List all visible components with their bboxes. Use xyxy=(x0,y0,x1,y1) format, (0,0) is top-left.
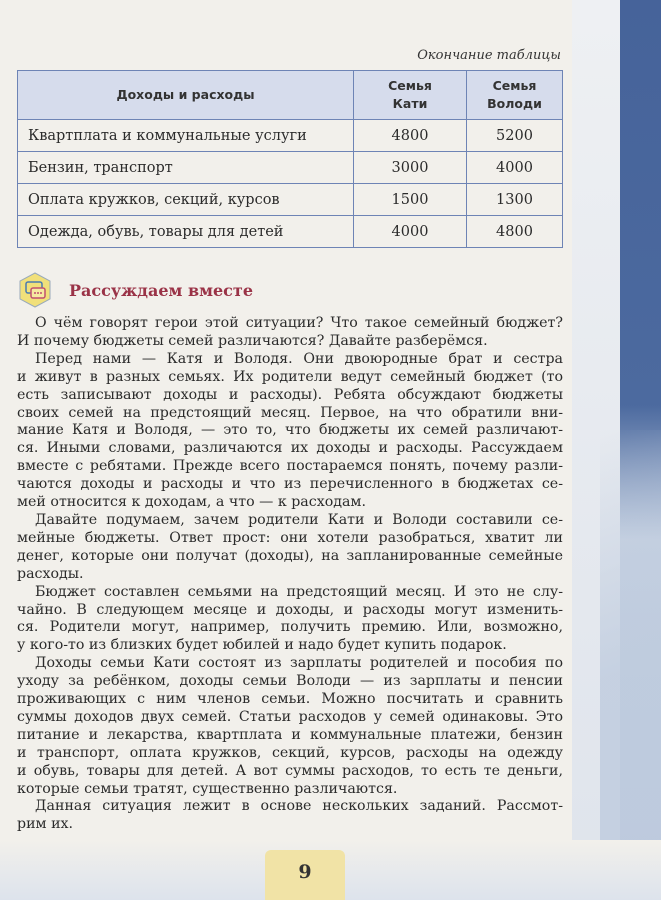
cell-volodya: 5200 xyxy=(467,120,563,152)
text-line: питание и лекарства, квартплата и коммунальные платежи, бензин xyxy=(17,726,563,743)
text-line: рим их. xyxy=(17,816,74,833)
text-line: вместе с ребятами. Прежде всего постараемся понять, почему разли- xyxy=(17,458,563,475)
text-line: чайно. В следующем месяце и доходы, и расходы могут изменить- xyxy=(17,601,563,618)
decorative-pattern xyxy=(600,430,661,900)
text-line: ся. Родители могут, например, получить премию. Или, возможно, xyxy=(17,619,563,636)
text-line: ся. Иными словами, различаются их доходы и расходы. Рассуждаем xyxy=(17,440,563,457)
paragraph xyxy=(17,798,563,834)
table-header-row xyxy=(18,71,563,120)
header-volodya-text: Семья Володи xyxy=(487,78,542,111)
table-row xyxy=(18,184,563,216)
text-line: денег, которые они получат (доходы), на запланированные семейные xyxy=(17,547,563,564)
header-katya-text: Семья Кати xyxy=(388,78,432,111)
cell-category: Одежда, обувь, товары для детей xyxy=(18,216,354,248)
text-line: Перед нами — Катя и Володя. Они двоюродные брат и сестра xyxy=(35,350,563,367)
paragraph xyxy=(17,512,563,584)
body-text xyxy=(17,315,563,834)
text-line: мейные бюджеты. Ответ прост: они хотели разобраться, хватит ли xyxy=(17,529,563,546)
cell-volodya: 4000 xyxy=(467,152,563,184)
text-line: суммы доходов двух семей. Статьи расходов у семей одинаковы. Это xyxy=(17,708,563,725)
text-line: мей относится к доходам, а что — к расходам. xyxy=(17,494,366,511)
paragraph xyxy=(17,584,563,656)
cell-volodya: 4800 xyxy=(467,216,563,248)
text-line: у кого-то из близких будет юбилей и надо будет купить подарок. xyxy=(17,637,507,654)
cell-category: Квартплата и коммунальные услуги xyxy=(18,120,354,152)
section-heading xyxy=(17,272,253,308)
text-line: Давайте подумаем, зачем родители Кати и Володи составили се- xyxy=(35,511,563,528)
text-line: расходы. xyxy=(17,565,84,582)
cell-volodya: 1300 xyxy=(467,184,563,216)
table-caption: Окончание таблицы xyxy=(417,48,561,63)
cell-katya: 4800 xyxy=(354,120,467,152)
paragraph xyxy=(17,315,563,351)
text-line: чаются доходы и расходы и что из перечисленного в бюджетах се- xyxy=(17,476,563,493)
cell-katya: 3000 xyxy=(354,152,467,184)
table-row xyxy=(18,152,563,184)
text-line: Данная ситуация лежит в основе нескольких заданий. Рассмот- xyxy=(35,798,563,815)
section-title: Рассуждаем вместе xyxy=(69,280,253,300)
text-line: О чём говорят герои этой ситуации? Что такое семейный бюджет? xyxy=(35,315,563,331)
header-volodya xyxy=(467,71,563,120)
table-row xyxy=(18,120,563,152)
cell-katya: 1500 xyxy=(354,184,467,216)
text-line: уходу за ребёнком, доходы семьи Володи — из зарплаты и пенсии xyxy=(17,673,563,690)
discussion-icon xyxy=(17,272,53,308)
paragraph xyxy=(17,351,563,512)
budget-table xyxy=(17,70,563,248)
text-line: Бюджет составлен семьями на предстоящий месяц. И это не слу- xyxy=(35,583,563,600)
text-line: есть записывают доходы и расходы). Ребята обсуждают бюджеты xyxy=(17,386,563,403)
header-category: Доходы и расходы xyxy=(18,71,354,120)
page-number: 9 xyxy=(265,850,345,900)
text-line: мание Катя и Володя, — это то, что бюджеты их семей различают- xyxy=(17,422,563,439)
table-row xyxy=(18,216,563,248)
header-katya xyxy=(354,71,467,120)
text-line: и транспорт, оплата кружков, секций, курсов, расходы на одежду xyxy=(17,744,563,761)
text-line: своих семей на предстоящий месяц. Первое, на что обратили вни- xyxy=(17,404,563,421)
text-line: которые семьи тратят, существенно различаются. xyxy=(17,780,398,797)
text-line: и обувь, товары для детей. А вот суммы расходов, то есть те деньги, xyxy=(17,762,563,779)
cell-category: Оплата кружков, секций, курсов xyxy=(18,184,354,216)
text-line: Доходы семьи Кати состоят из зарплаты родителей и пособия по xyxy=(35,655,563,672)
cell-category: Бензин, транспорт xyxy=(18,152,354,184)
paragraph xyxy=(17,655,563,798)
text-line: и живут в разных семьях. Их родители ведут семейный бюджет (то xyxy=(17,368,563,385)
text-line: проживающих с ним членов семьи. Можно посчитать и сравнить xyxy=(17,691,563,708)
text-line: И почему бюджеты семей различаются? Давайте разберёмся. xyxy=(17,332,488,349)
cell-katya: 4000 xyxy=(354,216,467,248)
